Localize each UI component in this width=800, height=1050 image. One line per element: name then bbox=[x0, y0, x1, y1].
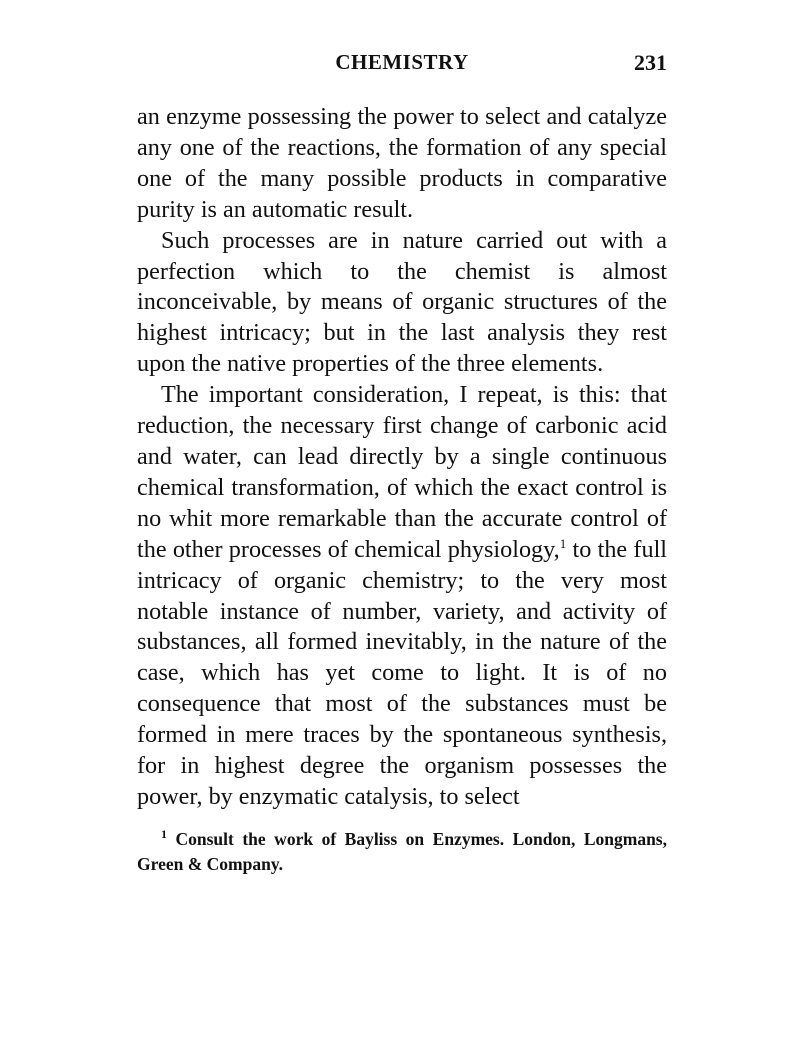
paragraph-2: Such processes are in nature carried out with a perfection which to the chemist is almost inconceivable, by means of organic structures of the highest intricacy; but in the last analysis they rest upon the native properties of the three elements. bbox=[137, 226, 667, 378]
chapter-title: CHEMISTRY bbox=[335, 50, 469, 74]
body-text bbox=[137, 102, 667, 813]
footnote-mark: 1 bbox=[161, 827, 167, 842]
paragraph-3 bbox=[137, 380, 667, 813]
footnote-reference[interactable]: 1 bbox=[559, 535, 567, 551]
running-head bbox=[137, 50, 667, 82]
footnote-text: Consult the work of Bayliss on Enzymes. London, Longmans, Green & Company. bbox=[137, 828, 667, 874]
page-number: 231 bbox=[634, 50, 667, 75]
book-page bbox=[137, 50, 667, 877]
footnote-text-line bbox=[137, 827, 667, 877]
paragraph-3-text-before-note: The important consideration, I repeat, is this: that reduction, the necessary first change of carbonic acid and water, can lead directly by a single continuous chemical transformation, of which the exact control is no whit more remarkable than the accurate control of the other processes of chemical physiology, bbox=[137, 381, 667, 563]
footnote bbox=[137, 827, 667, 877]
paragraph-1: an enzyme possessing the power to select and catalyze any one of the reactions, the formation of any special one of the many possible products in comparative purity is an automatic result. bbox=[137, 103, 667, 223]
paragraph-3-text-after-note: to the full intricacy of organic chemistry; to the very most notable instance of number, variety, and activity of substances, all formed inevitably, in the nature of the case, which has yet come to light. It is of no consequence that most of the substances must be formed in mere traces by the spontaneous synthesis, for in highest degree the organism possesses the power, by enzymatic catalysis, to select bbox=[137, 535, 668, 810]
